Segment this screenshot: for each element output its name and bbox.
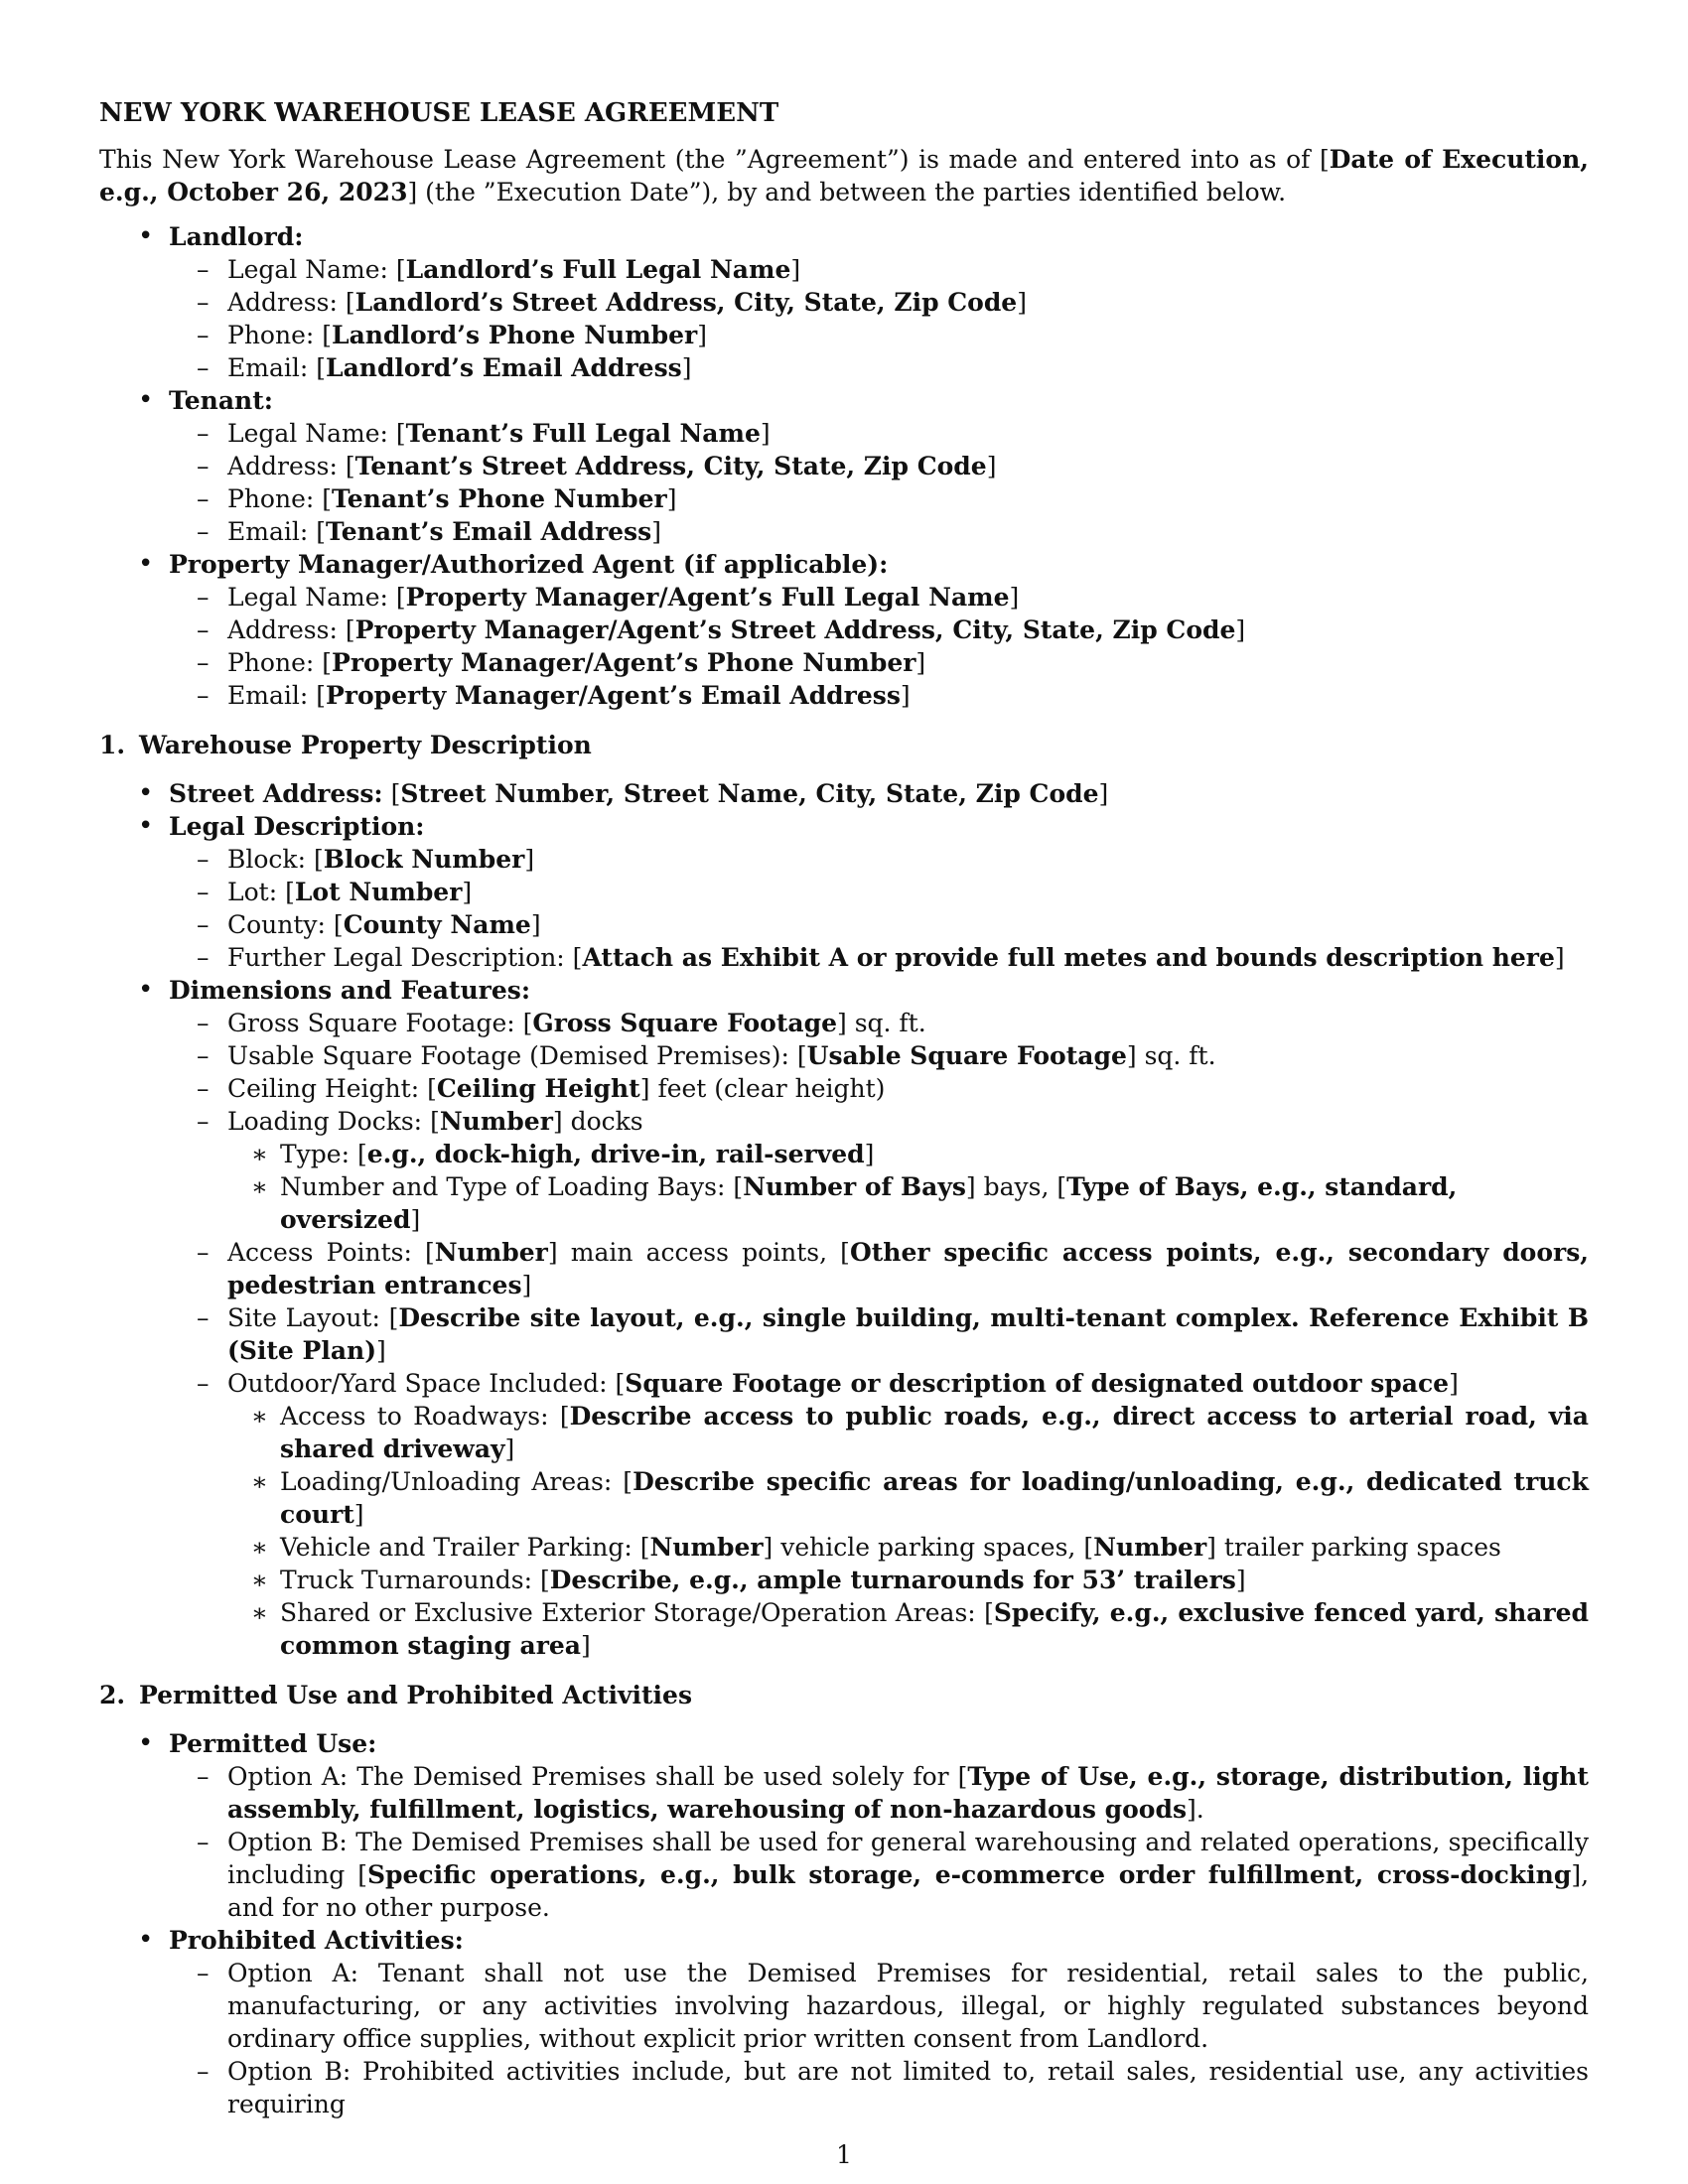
- intro-paragraph: [99, 143, 1589, 208]
- gross-sqft-item: – Gross Square Footage: [Gross Square Footage] sq. ft.: [99, 1007, 1589, 1039]
- landlord-address: – Address: [Landlord’s Street Address, City, State, Zip Code]: [99, 286, 1589, 319]
- document-page: [99, 97, 1589, 2120]
- manager-email: – Email: [Property Manager/Agent’s Email Address]: [99, 679, 1589, 712]
- outdoor-space-item: – Outdoor/Yard Space Included: [Square Footage or description of designated outdoor space] ∗ Access to Roadways: [Describe access to public roads, e.g., direct access to arterial road, via shared driveway] ∗ Loading/Unloading Areas: [Describe specific areas for loading/unloading, e.g., dedicated truck court] ∗ Vehicle and Trailer Parking: [Number] vehicle parking spaces, [Number] trailer parking spaces ∗ Truck Turnarounds: [Describe, e.g., ample turnarounds for 53’ trailers] ∗ Shared or Exclusive Exterior Storage/Operation Areas: [Specify, e.g., exclusive fenced yard, shared common staging area]: [99, 1367, 1589, 1662]
- page-number: 1: [836, 2140, 852, 2169]
- intro-text: This New York Warehouse Lease Agreement (the ”Agreement”) is made and entered into as of [: [99, 145, 1330, 174]
- document-title: NEW YORK WAREHOUSE LEASE AGREEMENT: [99, 98, 779, 128]
- tenant-email: – Email: [Tenant’s Email Address]: [99, 515, 1589, 548]
- parking-item: ∗ Vehicle and Trailer Parking: [Number] vehicle parking spaces, [Number] trailer parking spaces: [99, 1531, 1589, 1564]
- permitted-option-a: – Option A: The Demised Premises shall be used solely for [Type of Use, e.g., storage, distribution, light assembly, fulfillment, logistics, warehousing of non-hazardous goods].: [99, 1760, 1589, 1826]
- site-layout-item: – Site Layout: [Describe site layout, e.g., single building, multi-tenant complex. Reference Exhibit B (Site Plan)]: [99, 1301, 1589, 1367]
- manager-item: [99, 548, 1589, 712]
- tenant-legal-name: – Legal Name: [Tenant’s Full Legal Name]: [99, 417, 1589, 450]
- exterior-storage-item: ∗ Shared or Exclusive Exterior Storage/Operation Areas: [Specify, e.g., exclusive fenced yard, shared common staging area]: [99, 1596, 1589, 1662]
- intro-text-end: ] (the ”Execution Date”), by and between the parties identified below.: [407, 178, 1287, 206]
- usable-sqft-item: – Usable Square Footage (Demised Premises): [Usable Square Footage] sq. ft.: [99, 1039, 1589, 1072]
- loading-bays-item: ∗ Number and Type of Loading Bays: [Number of Bays] bays, [Type of Bays, e.g., standard, oversized]: [99, 1170, 1589, 1236]
- landlord-phone: – Phone: [Landlord’s Phone Number]: [99, 319, 1589, 351]
- loading-docks-item: – Loading Docks: [Number] docks ∗ Type: [e.g., dock-high, drive-in, rail-served] ∗ Number and Type of Loading Bays: [Number of Bays] bays, [Type of Bays, e.g., standard, oversized]: [99, 1105, 1589, 1236]
- prohibited-option-b: – Option B: Prohibited activities include, but are not limited to, retail sales, residential use, any activities requiring: [99, 2055, 1589, 2120]
- tenant-item: [99, 384, 1589, 548]
- prohibited-activities-item: • Prohibited Activities: – Option A: Tenant shall not use the Demised Premises for residential, retail sales to the public, manufacturing, or any activities involving hazardous, illegal, or highly regulated substances beyond ordinary office supplies, without explicit prior written consent from Landlord. – Option B: Prohibited activities include, but are not limited to, retail sales, residential use, any activities requiring: [99, 1924, 1589, 2120]
- further-legal-item: – Further Legal Description: [Attach as Exhibit A or provide full metes and bounds description here]: [99, 941, 1589, 974]
- manager-address: – Address: [Property Manager/Agent’s Street Address, City, State, Zip Code]: [99, 614, 1589, 646]
- manager-label: Property Manager/Authorized Agent (if applicable):: [169, 550, 889, 579]
- prohibited-option-a: – Option A: Tenant shall not use the Demised Premises for residential, retail sales to the public, manufacturing, or any activities involving hazardous, illegal, or highly regulated substances beyond ordinary office supplies, without explicit prior written consent from Landlord.: [99, 1957, 1589, 2055]
- landlord-item: [99, 220, 1589, 384]
- landlord-email: – Email: [Landlord’s Email Address]: [99, 351, 1589, 384]
- manager-legal-name: – Legal Name: [Property Manager/Agent’s Full Legal Name]: [99, 581, 1589, 614]
- legal-description-item: • Legal Description: – Block: [Block Number] – Lot: [Lot Number] – County: [County Name] – Further Legal Description: [Attach as Exhibit A or provide full metes and bounds description here]: [99, 810, 1589, 974]
- landlord-label: Landlord:: [169, 222, 304, 251]
- section-1-list: [99, 777, 1589, 1662]
- access-points-item: – Access Points: [Number] main access points, [Other specific access points, e.g., secondary doors, pedestrian entrances]: [99, 1236, 1589, 1301]
- street-address-item: • Street Address: [Street Number, Street Name, City, State, Zip Code]: [99, 777, 1589, 810]
- roadway-access-item: ∗ Access to Roadways: [Describe access to public roads, e.g., direct access to arterial road, via shared driveway]: [99, 1400, 1589, 1465]
- landlord-legal-name: – Legal Name: [Landlord’s Full Legal Name]: [99, 253, 1589, 286]
- section-2-heading: 2. Permitted Use and Prohibited Activities: [99, 1681, 693, 1709]
- section-2-list: [99, 1727, 1589, 2120]
- permitted-use-item: • Permitted Use: – Option A: The Demised Premises shall be used solely for [Type of Use, e.g., storage, distribution, light assembly, fulfillment, logistics, warehousing of non-hazardous goods]. – Option B: The Demised Premises shall be used for general warehousing and related operations, specifically including [Specific operations, e.g., bulk storage, e-commerce order fulfillment, cross-docking], and for no other purpose.: [99, 1727, 1589, 1924]
- loading-areas-item: ∗ Loading/Unloading Areas: [Describe specific areas for loading/unloading, e.g., dedicated truck court]: [99, 1465, 1589, 1531]
- tenant-label: Tenant:: [169, 386, 273, 415]
- truck-turnarounds-item: ∗ Truck Turnarounds: [Describe, e.g., ample turnarounds for 53’ trailers]: [99, 1564, 1589, 1596]
- parties-list: [99, 220, 1589, 712]
- ceiling-height-item: – Ceiling Height: [Ceiling Height] feet (clear height): [99, 1072, 1589, 1105]
- tenant-address: – Address: [Tenant’s Street Address, City, State, Zip Code]: [99, 450, 1589, 482]
- county-item: – County: [County Name]: [99, 908, 1589, 941]
- dock-type-item: ∗ Type: [e.g., dock-high, drive-in, rail-served]: [99, 1138, 1589, 1170]
- dimensions-item: • Dimensions and Features: – Gross Square Footage: [Gross Square Footage] sq. ft. – Usable Square Footage (Demised Premises): [Usable Square Footage] sq. ft. – Ceiling Height: [Ceiling Height] feet (clear height) – Loading Docks: [Number] docks ∗ Type: [e.g., dock-high, drive-in, rail-served] ∗ Number and Type of Loading Bays: [Number of Bays] bays, [Type of Bays, e.g., standard, oversized] – Access Points: [Number] main access points, [Other specific access points, e.g., secondary doors, pedestrian entrances] – Site Layout: [Describe site layout, e.g., single building, multi-tenant complex. Reference Exhibit B (Site Plan)] – Outdoor/Yard Space Included: [Square Footage or description of designated outdoor space] ∗ Access to Roadways: [Describe access to public roads, e.g., direct access to arterial road, via shared driveway] ∗ Loading/Unloading Areas: [Describe specific areas for loading/unloading, e.g., dedicated truck court] ∗ Vehicle and Trailer Parking: [Number] vehicle parking spaces, [Number] trailer parking spaces ∗ Truck Turnarounds: [Describe, e.g., ample turnarounds for 53’ trailers] ∗ Shared or Exclusive Exterior Storage/Operation Areas: [Specify, e.g., exclusive fenced yard, shared common staging area]: [99, 974, 1589, 1662]
- lot-item: – Lot: [Lot Number]: [99, 876, 1589, 908]
- block-item: – Block: [Block Number]: [99, 843, 1589, 876]
- tenant-phone: – Phone: [Tenant’s Phone Number]: [99, 482, 1589, 515]
- permitted-option-b: – Option B: The Demised Premises shall be used for general warehousing and related operations, specifically including [Specific operations, e.g., bulk storage, e-commerce order fulfillment, cross-docking], and for no other purpose.: [99, 1826, 1589, 1924]
- manager-phone: – Phone: [Property Manager/Agent’s Phone Number]: [99, 646, 1589, 679]
- execution-date-placeholder: Date of Execution, e.g., October 26, 2023: [99, 145, 1589, 206]
- section-1-heading: 1. Warehouse Property Description: [99, 731, 592, 759]
